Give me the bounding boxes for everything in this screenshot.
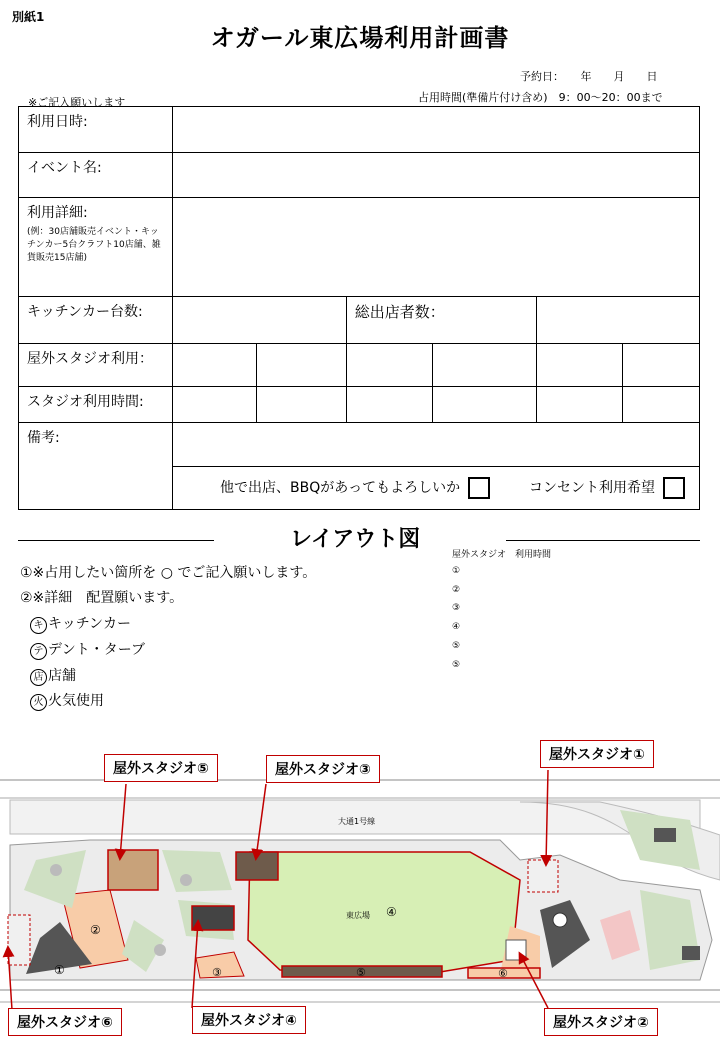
legend-tent: テ デント・ターブ bbox=[30, 639, 145, 660]
remarks-label: 備考: bbox=[19, 423, 173, 510]
divider-right bbox=[506, 540, 700, 541]
tent-symbol-icon: テ bbox=[30, 643, 47, 660]
studio-time-cell[interactable] bbox=[172, 387, 257, 423]
detail-cell bbox=[19, 198, 173, 297]
instruction-1: ①※占用したい箇所を ○ でご記入願いします。 bbox=[20, 565, 317, 581]
studio-time-title: 屋外スタジオ 利用時間 bbox=[452, 550, 552, 560]
event-label: イベント名: bbox=[19, 153, 173, 198]
reservation-date: 予約日： 年 月 日 bbox=[520, 70, 658, 83]
stores-field[interactable] bbox=[536, 297, 699, 344]
callout-studio-2: 屋外スタジオ② bbox=[544, 1008, 658, 1036]
legend-store: 店 店舗 bbox=[30, 665, 76, 686]
studio-time-cell[interactable] bbox=[536, 387, 623, 423]
plan-form bbox=[18, 106, 700, 510]
event-field[interactable] bbox=[172, 153, 699, 198]
studio-cell[interactable] bbox=[257, 344, 346, 387]
studio-cell[interactable] bbox=[623, 344, 700, 387]
studio-cell[interactable] bbox=[433, 344, 536, 387]
date-label: 利用日時: bbox=[19, 107, 173, 153]
zone-1-label: ① bbox=[54, 963, 65, 977]
remarks-field[interactable] bbox=[172, 423, 699, 467]
stores-label: 総出店者数： bbox=[346, 297, 536, 344]
callout-studio-6: 屋外スタジオ⑥ bbox=[8, 1008, 122, 1036]
kitchen-field[interactable] bbox=[172, 297, 346, 344]
studio-time-item: ⑤ bbox=[452, 641, 461, 651]
callout-studio-1: 屋外スタジオ① bbox=[540, 740, 654, 768]
studio-cell[interactable] bbox=[346, 344, 433, 387]
detail-label: 利用詳細: bbox=[27, 205, 88, 221]
divider-left bbox=[18, 540, 214, 541]
road-label: 大通1号線 bbox=[338, 817, 376, 826]
callout-studio-3: 屋外スタジオ③ bbox=[266, 755, 380, 783]
plaza-number: ④ bbox=[386, 905, 397, 919]
studio-cell[interactable] bbox=[536, 344, 623, 387]
fire-symbol-icon: 火 bbox=[30, 694, 47, 711]
bbq-question: 他で出店、BBQがあってもよろしいか bbox=[220, 480, 461, 496]
detail-field[interactable] bbox=[172, 198, 699, 297]
store-symbol-icon: 店 bbox=[30, 669, 47, 686]
callout-studio-4: 屋外スタジオ④ bbox=[192, 1006, 306, 1034]
legend-kitchen: キ キッチンカー bbox=[30, 613, 131, 634]
bbq-checkbox[interactable] bbox=[468, 477, 490, 499]
zone-5-label: ⑤ bbox=[356, 966, 366, 979]
studio-label: 屋外スタジオ利用： bbox=[19, 344, 173, 387]
studio-time-item: ① bbox=[452, 566, 461, 576]
kitchen-label: キッチンカー台数: bbox=[19, 297, 173, 344]
outlet-request: コンセント利用希望 bbox=[529, 480, 655, 496]
layout-heading: レイアウト図 bbox=[290, 527, 421, 552]
studio-time-item: ⑤ bbox=[452, 660, 461, 670]
zone-3-label: ③ bbox=[212, 966, 222, 979]
site-plan-map bbox=[0, 740, 720, 1040]
date-field[interactable] bbox=[172, 107, 699, 153]
detail-example: (例：30店舗販売イベント・キッチンカー5台クラフト10店舗、雑貨販売15店舗) bbox=[27, 227, 161, 263]
occupancy-time: 占用時間(準備片付け含め) 9：00〜20：00まで bbox=[418, 91, 663, 104]
callout-studio-5: 屋外スタジオ⑤ bbox=[104, 754, 218, 782]
fill-note: ※ご記入願いします bbox=[28, 96, 126, 109]
studio-time-label: スタジオ利用時間: bbox=[19, 387, 173, 423]
zone-2-label: ② bbox=[90, 923, 101, 937]
studio-time-cell[interactable] bbox=[346, 387, 433, 423]
plaza-label: 東広場 bbox=[346, 911, 370, 920]
studio-time-item: ② bbox=[452, 585, 461, 595]
studio-cell[interactable] bbox=[172, 344, 257, 387]
attachment-tag: 別紙1 bbox=[12, 10, 45, 24]
legend-fire: 火 火気使用 bbox=[30, 690, 104, 711]
options-row bbox=[172, 467, 699, 510]
studio-time-item: ③ bbox=[452, 603, 461, 613]
studio-time-cell[interactable] bbox=[623, 387, 700, 423]
zone-6-label: ⑥ bbox=[498, 967, 508, 980]
outlet-checkbox[interactable] bbox=[663, 477, 685, 499]
instruction-2: ②※詳細 配置願います。 bbox=[20, 590, 184, 606]
kitchen-symbol-icon: キ bbox=[30, 617, 47, 634]
page-title: オガール東広場利用計画書 bbox=[210, 24, 510, 52]
studio-time-item: ④ bbox=[452, 622, 461, 632]
studio-time-cell[interactable] bbox=[433, 387, 536, 423]
studio-time-cell[interactable] bbox=[257, 387, 346, 423]
